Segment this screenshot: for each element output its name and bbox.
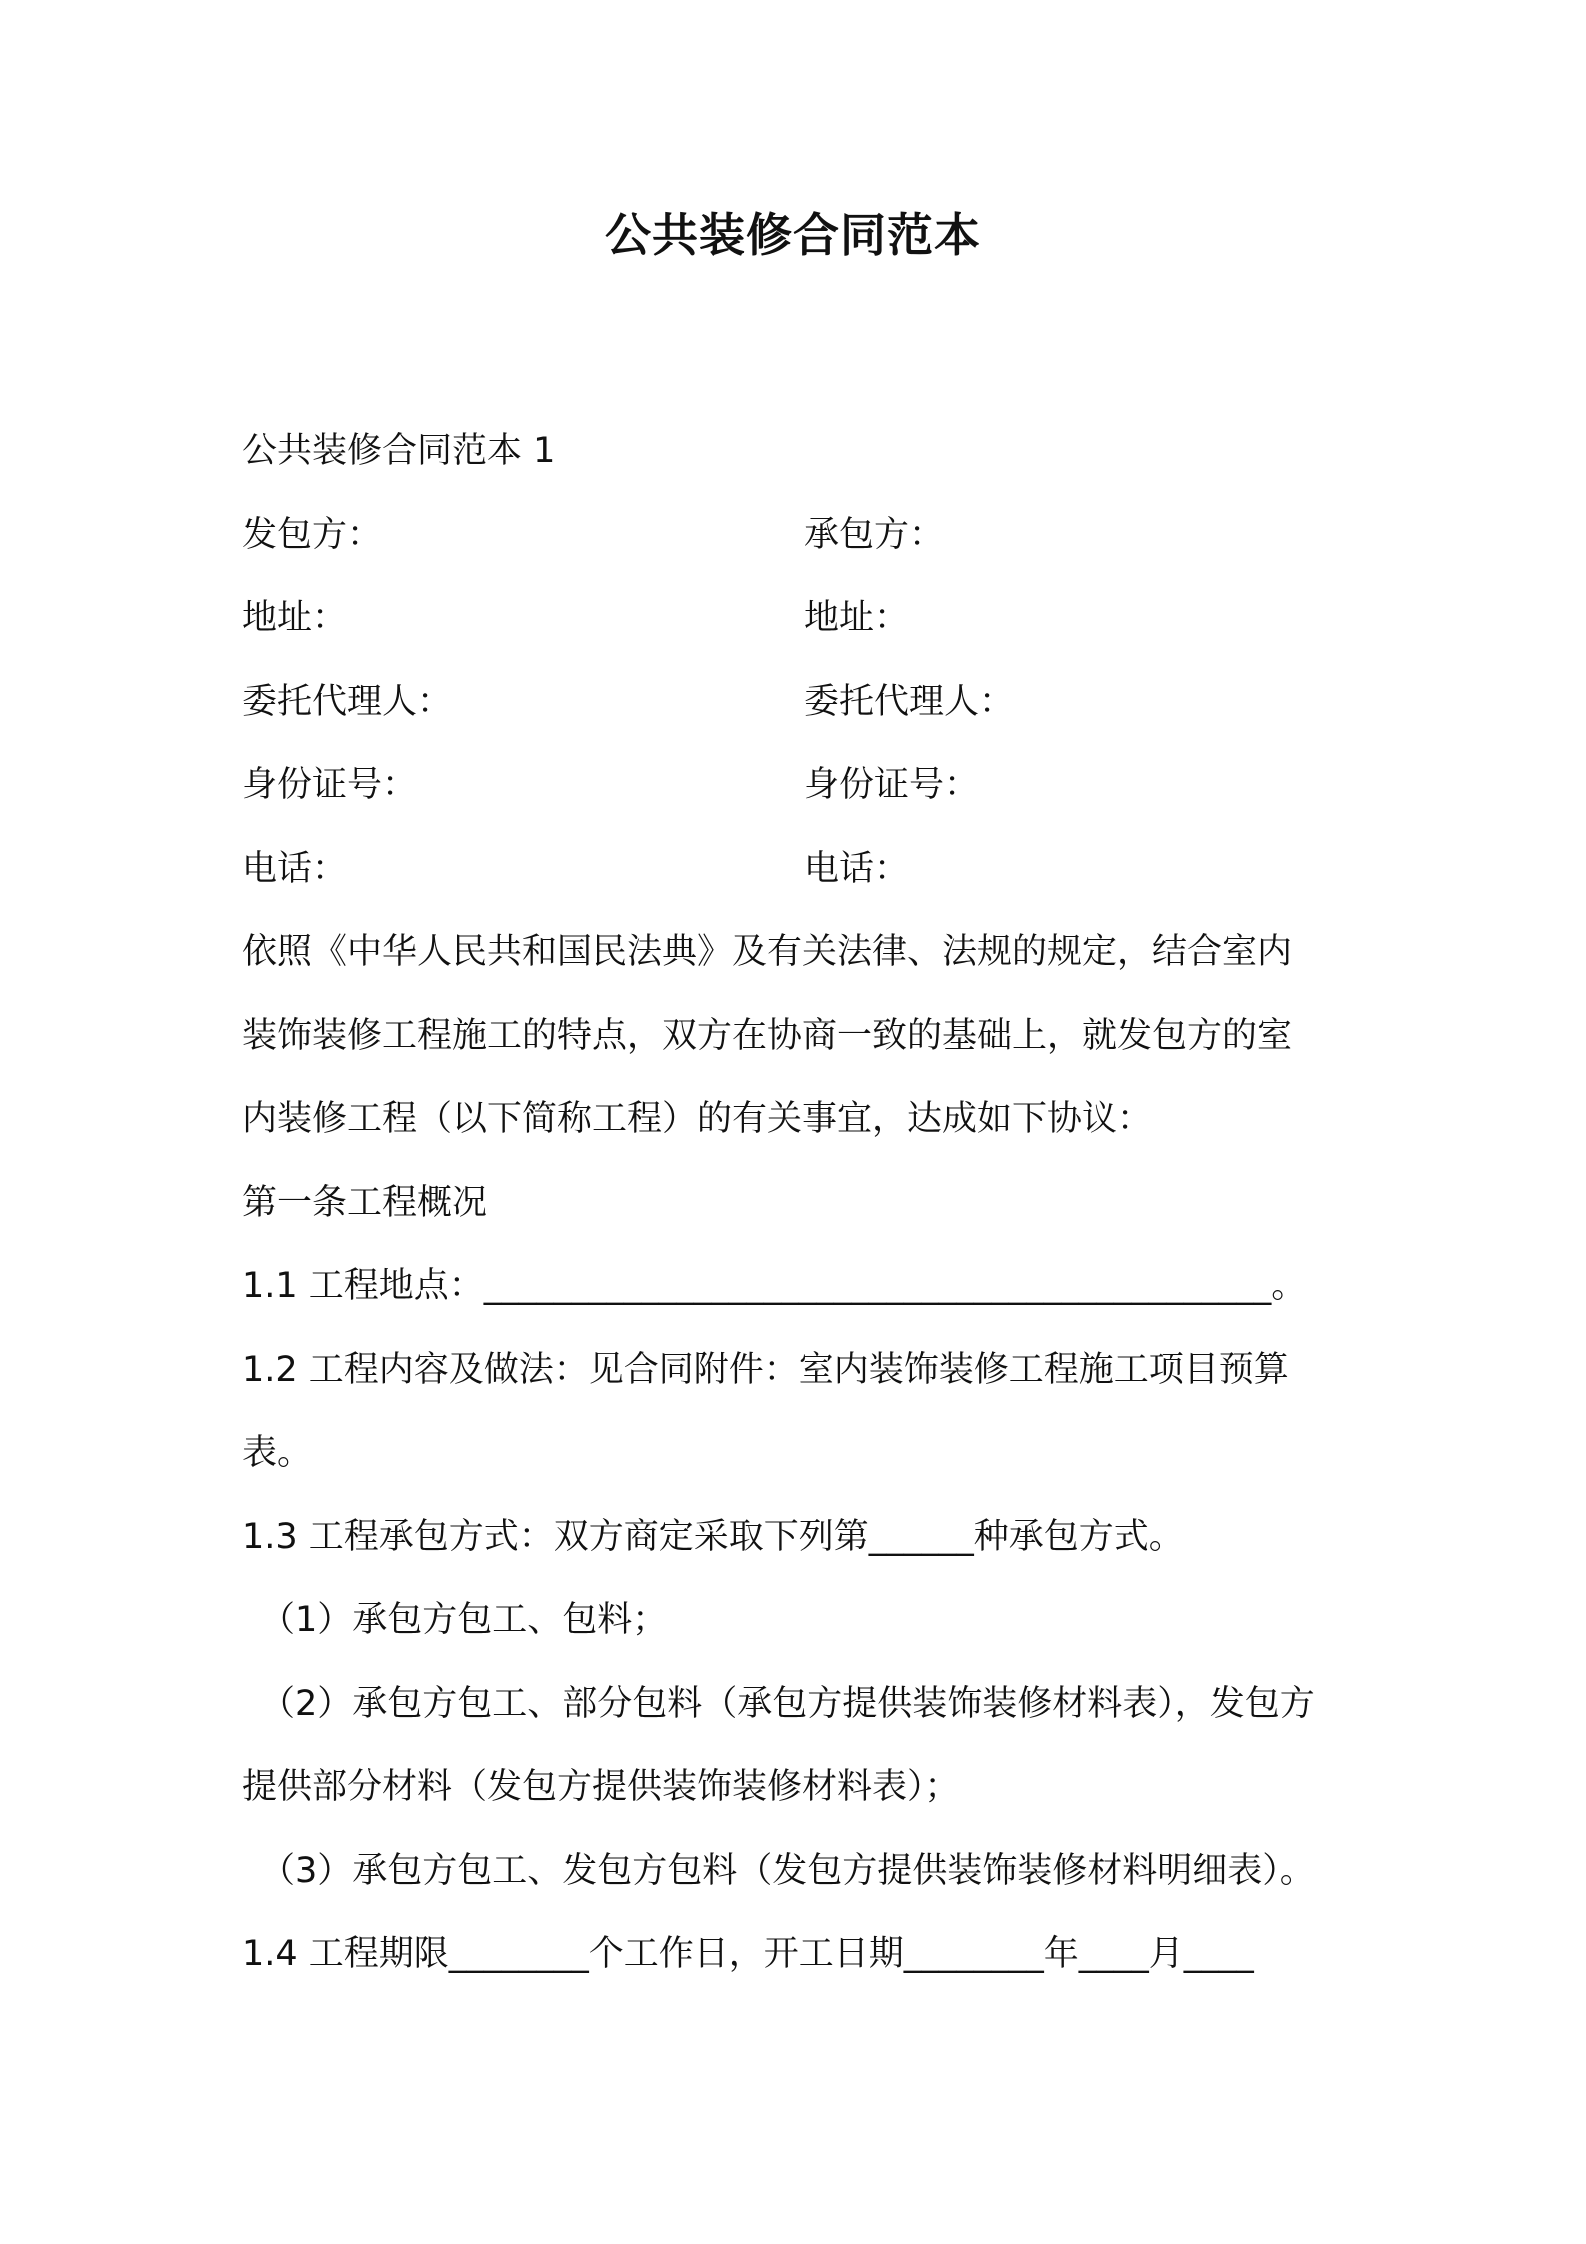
- contract-subtitle: 公共装修合同范本 1: [242, 431, 556, 471]
- party-row-phone: [242, 828, 1354, 912]
- clause-1-4: 1.4 工程期限________个工作日，开工日期________年____月____: [242, 1934, 1254, 1974]
- intro-line: 装饰装修工程施工的特点，双方在协商一致的基础上，就发包方的室: [242, 1015, 1293, 1056]
- party-row-address: [242, 577, 1354, 661]
- intro-line: 依照《中华人民共和国民法典》及有关法律、法规的规定，结合室内: [242, 932, 1293, 972]
- clause-1-2-line: 表。: [242, 1433, 313, 1473]
- clause-1-2-line: 1.2 工程内容及做法：见合同附件：室内装饰装修工程施工项目预算: [242, 1349, 1289, 1390]
- document-title: 公共装修合同范本: [605, 208, 981, 262]
- contractor-label: 承包方：: [804, 514, 945, 555]
- contractor-phone-label: 电话：: [804, 848, 910, 889]
- contractor-address-label: 地址：: [804, 598, 910, 638]
- client-address-label: 地址：: [242, 598, 348, 638]
- client-label: 发包方：: [242, 514, 383, 555]
- option-3: （3）承包方包工、发包方包料（发包方提供装饰装修材料明细表）。: [260, 1850, 1315, 1891]
- client-id-label: 身份证号：: [242, 765, 418, 805]
- intro-line: 内装修工程（以下简称工程）的有关事宜，达成如下协议：: [242, 1099, 1153, 1139]
- clause-1-3: 1.3 工程承包方式：双方商定采取下列第______种承包方式。: [242, 1516, 1184, 1557]
- document-body: [242, 410, 1354, 1997]
- party-row-agent: [242, 661, 1354, 745]
- party-row-id: [242, 744, 1354, 828]
- contractor-id-label: 身份证号：: [804, 765, 980, 805]
- party-row-contacts: [242, 494, 1354, 578]
- client-phone-label: 电话：: [242, 848, 348, 889]
- option-2: （2）承包方包工、部分包料（承包方提供装饰装修材料表），发包方: [260, 1683, 1315, 1724]
- article-1-heading: 第一条工程概况: [242, 1182, 488, 1223]
- option-2-continued: 提供部分材料（发包方提供装饰装修材料表）；: [242, 1767, 960, 1807]
- option-1: （1）承包方包工、包料；: [260, 1600, 668, 1640]
- client-agent-label: 委托代理人：: [242, 681, 453, 722]
- contractor-agent-label: 委托代理人：: [804, 681, 1015, 722]
- clause-1-1: 1.1 工程地点：_____________________________________________。: [242, 1266, 1307, 1306]
